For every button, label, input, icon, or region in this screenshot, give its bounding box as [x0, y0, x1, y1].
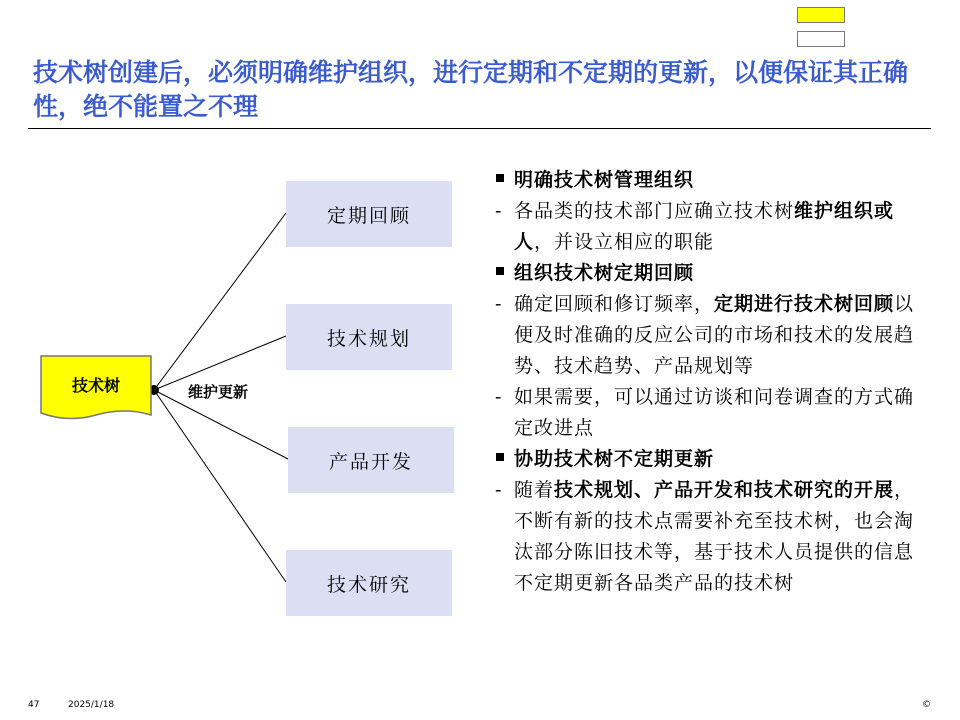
item-review-frequency [494, 289, 930, 382]
branch-regular-review: 定期回顾 [286, 181, 452, 247]
heading-irregular-update: 协助技术树不定期更新 [494, 444, 930, 475]
item-irregular-update [494, 475, 930, 599]
item-emphasis: 维护组织或人 [514, 200, 895, 253]
item-text: ，并设立相应的职能 [534, 231, 715, 253]
item-interview-survey: - 如果需要，可以通过访谈和问卷调查的方式确定改进点 [494, 382, 930, 444]
copyright-mark: © [922, 700, 931, 710]
page-number: 47 [28, 700, 40, 710]
branch-tech-planning: 技术规划 [286, 304, 452, 370]
page-title: 技术树创建后，必须明确维护组织，进行定期和不定期的更新，以便保证其正确性，绝不能置之不理 [33, 58, 909, 121]
content-column [494, 165, 930, 599]
root-node-tech-tree [40, 355, 152, 425]
heading-regular-review: 组织技术树定期回顾 [494, 258, 930, 289]
footer-date: 2025/1/18 [68, 700, 115, 710]
heading-management-org: 明确技术树管理组织 [494, 165, 930, 196]
connector-line-4 [154, 390, 286, 582]
item-emphasis: 技术规划、产品开发和技术研究的开展 [554, 479, 895, 501]
item-text: 随着 [514, 479, 555, 501]
edge-label: 维护更新 [188, 383, 249, 401]
item-text: 以便及时准确的反应公司的市场和技术的发展趋势、技术趋势、产品规划等 [514, 293, 915, 377]
item-text: 确定回顾和修订频率， [514, 293, 715, 315]
item-text: 各品类的技术部门应确立技术树 [514, 200, 795, 222]
root-label: 技术树 [71, 376, 120, 395]
item-text: ，不断有新的技术点需要补充至技术树，也会淘汰部分陈旧技术等，基于技术人员提供的信息不定期更新各品类产品的技术树 [514, 479, 915, 594]
branch-product-development: 产品开发 [288, 427, 454, 493]
item-emphasis: 定期进行技术树回顾 [714, 293, 895, 315]
item-management-org [494, 196, 930, 258]
branch-tech-research: 技术研究 [286, 550, 452, 616]
